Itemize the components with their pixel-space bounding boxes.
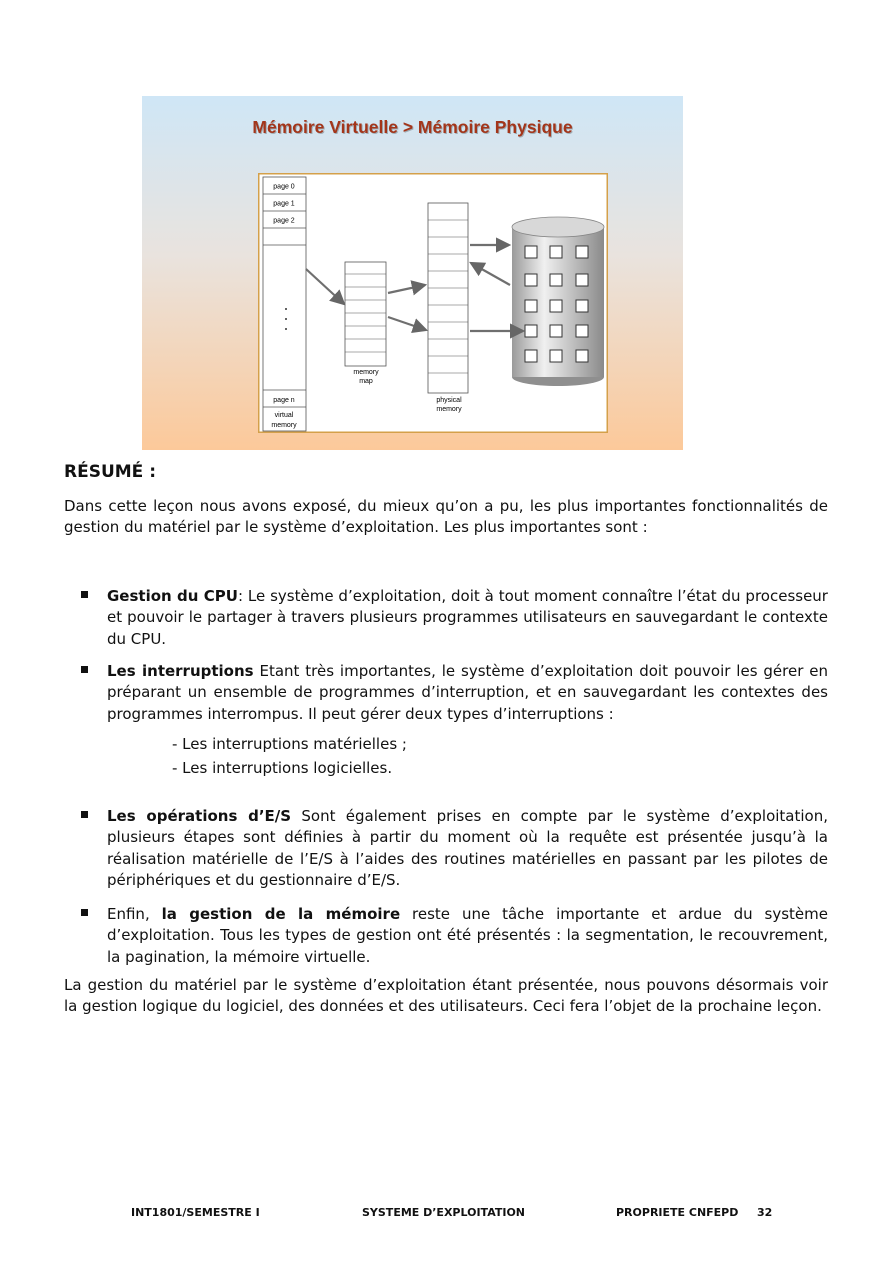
bullet-bold-term: Les interruptions: [107, 662, 254, 680]
bullet-icon: [81, 909, 88, 916]
virtual-memory-label: memory: [271, 422, 297, 429]
memory-map-label: map: [359, 378, 373, 385]
bullet-bold-term: Gestion du CPU: [107, 587, 238, 605]
bullet-bold-term: Les opérations d’E/S: [107, 807, 292, 825]
bullet-prefix: Enfin,: [107, 905, 162, 923]
list-item: [64, 586, 828, 650]
list-item: [64, 904, 828, 968]
sub-list-item: - Les interruptions matérielles ;: [172, 735, 407, 753]
footer-owner: PROPRIETE CNFEPD: [616, 1206, 739, 1219]
list-item: [64, 661, 828, 725]
footer-course: INT1801/SEMESTRE I: [131, 1206, 260, 1219]
virtual-memory-column: [263, 177, 306, 431]
bullet-text: Etant très importantes, le système d’exploitation doit pouvoir les gérer en préparant un ensemble de programmes d’interruption, et en sauvegardant les contextes des programmes interrompus. Il peut gérer deux types d’interruptions :: [107, 662, 828, 723]
memory-map-label: memory: [353, 369, 379, 376]
page-number: 32: [757, 1206, 773, 1219]
physical-memory-label: memory: [436, 406, 462, 413]
bullet-icon: [81, 666, 88, 673]
bullet-bold-term: la gestion de la mémoire: [161, 905, 401, 923]
footer-subject: SYSTEME D’EXPLOITATION: [362, 1206, 526, 1219]
intro-paragraph: Dans cette leçon nous avons exposé, du mieux qu’on a pu, les plus importantes fonctionnalités de gestion du matériel par le système d’exploitation. Les plus importantes sont :: [64, 497, 828, 537]
physical-memory-column: [428, 203, 468, 413]
bullet-text: reste une tâche importante et ardue du système d’exploitation. Tous les types de gestion ont été présentés : la segmentation, le recouvrement, la pagination, la mémoire virtuelle.: [107, 905, 828, 966]
virtual-memory-label: virtual: [274, 412, 294, 419]
physical-memory-label: physical: [436, 397, 462, 404]
bullet-icon: [81, 811, 88, 818]
section-heading: RÉSUMÉ :: [64, 462, 156, 482]
bullet-text: Sont également prises en compte par le système d’exploitation, plusieurs étapes sont définies à partir du moment où la requête est présentée jusqu’à la réalisation matérielle de l’E/S à l’aides des routines matérielles en passant par les pilotes de périphériques et du gestionnaire d’E/S.: [107, 807, 829, 889]
virtual-page-n-label: page n: [273, 397, 295, 404]
virtual-page-label: page 2: [273, 217, 295, 225]
slide-title: Mémoire Virtuelle > Mémoire Physique: [252, 117, 573, 137]
conclusion-paragraph: La gestion du matériel par le système d’exploitation étant présentée, nous pouvons désormais voir la gestion logique du logiciel, des données et des utilisateurs. Ceci fera l’objet de la prochaine leçon.: [64, 976, 828, 1016]
list-item: [64, 806, 828, 891]
virtual-page-label: page 1: [273, 200, 295, 208]
disk-icon: [512, 217, 604, 386]
sub-list-item: - Les interruptions logicielles.: [172, 759, 393, 777]
bullet-text: : Le système d’exploitation, doit à tout moment connaître l’état du processeur et pouvoir le partager à travers plusieurs programmes utilisateurs en sauvegardant le contexte du CPU.: [107, 587, 828, 648]
virtual-memory-diagram: [258, 173, 608, 433]
virtual-page-label: page 0: [273, 183, 295, 191]
bullet-icon: [81, 591, 88, 598]
